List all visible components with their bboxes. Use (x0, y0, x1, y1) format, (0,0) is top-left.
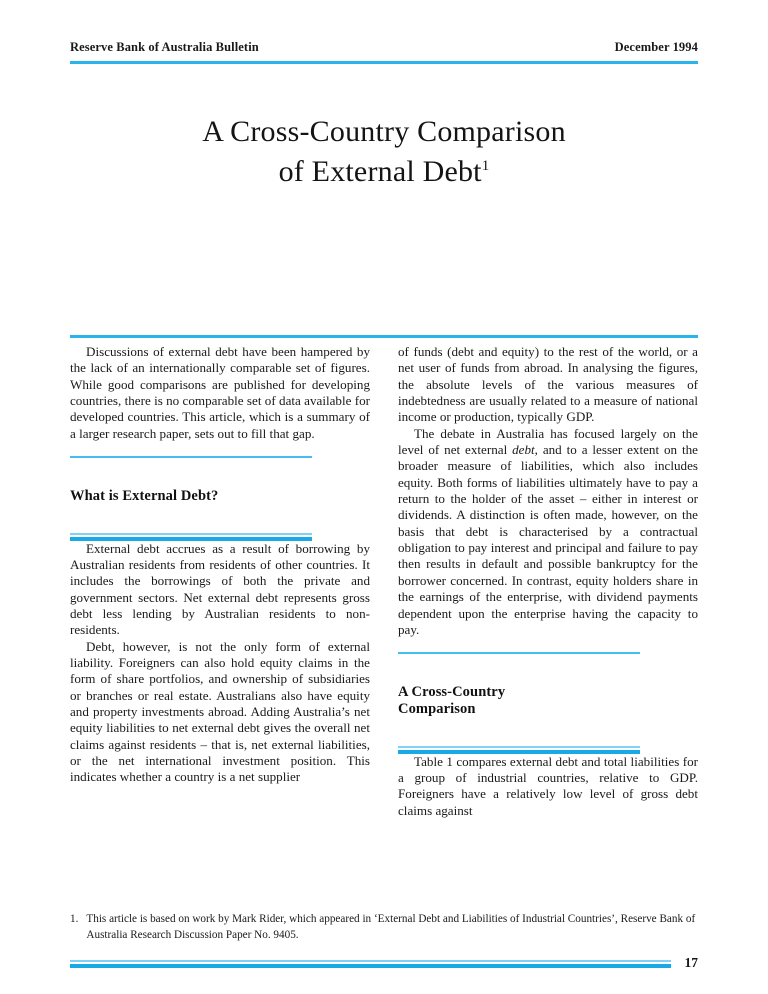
section-rule-below-thin (70, 533, 312, 535)
left-paragraph-1: External debt accrues as a result of borrowing by Australian residents from residents of other countries. It includes the borrowings of both the private and government sectors. Net external debt represents gross debt less lending by Australian residents to non-residents. (70, 540, 370, 638)
section-a-cross-country-comparison (398, 652, 698, 754)
right-paragraph-table-intro: Table 1 compares external debt and total liabilities for a group of industrial countries, relative to GDP. Foreigners have a relatively low level of gross debt claims against (398, 753, 698, 818)
section-heading-2-line-1: A Cross-Country (398, 684, 506, 701)
footnote (70, 912, 698, 943)
page-title-line-2-text: of External Debt (278, 154, 482, 188)
right-paragraph-debate-rest: , and to a lesser extent on the broader measure of liabilities, which also includes equity. Both forms of liabilities ultimately have to pay a return to the holder of the asset – either in interest or dividends. A distinction is often made, however, on the basis that debt is characterised by a contractual obligation to pay interest and principal and failure to pay then results in default and possible bankruptcy for the borrower concerned. In contrast, equity holders share in the earnings of the enterprise, with dividend payments dependent upon the enterprise having the capacity to pay. (398, 442, 698, 637)
page-title-line-2 (70, 152, 698, 192)
page-footer (70, 956, 698, 972)
header-rule (70, 61, 698, 64)
section-rule-below-2-thin (398, 746, 640, 748)
emphasis-debt: debt (512, 442, 535, 458)
right-column (398, 344, 698, 896)
section-rule-below-2 (398, 746, 640, 754)
right-paragraph-continued: of funds (debt and equity) to the rest of the world, or a net user of funds from abroad. In analysing the figures, the absolute levels of the various measures of indebtedness are usually related to a measure of national income or production, typically GDP. (398, 344, 698, 425)
running-head (70, 40, 698, 55)
footnote-number: 1. (70, 913, 79, 925)
section-rule-above (70, 456, 312, 458)
footer-rule (70, 960, 671, 968)
footer-rule-thick (70, 964, 671, 968)
left-paragraph-2: Debt, however, is not the only form of external liability. Foreigners can also hold equity claims in the form of share portfolios, and ownership of subsidiaries or branches or real estate. Australians also have equity and property investments abroad. Adding Australia’s net equity liabilities to net external debt gives the overall net claims against residents – that is, net external liabilities, or the net international investment position. This indicates whether a country is a net supplier (70, 638, 370, 785)
page-title-line-1: A Cross-Country Comparison (202, 115, 566, 148)
page-title (70, 112, 698, 191)
section-heading-2-line-2: Comparison (398, 701, 476, 718)
section-heading-a-cross-country-comparison (398, 684, 698, 718)
footer-rule-thin (70, 960, 671, 962)
left-column (70, 344, 370, 896)
intro-paragraph: Discussions of external debt have been hampered by the lack of an internationally comparable set of figures. While good comparisons are published for developing countries, there is no comparable set of data available for developed countries. This article, which is a summary of a larger research paper, sets out to fill that gap. (70, 344, 370, 441)
footnote-text: This article is based on work by Mark Rider, which appeared in ‘External Debt and Liabilities of Industrial Countries’, Reserve Bank of Australia Research Discussion Paper No. 9405. (86, 913, 696, 941)
body-top-rule (70, 335, 698, 338)
title-footnote-marker: 1 (481, 157, 490, 174)
section-rule-above-2 (398, 652, 640, 654)
page-number: 17 (684, 955, 698, 970)
section-heading-what-is-external-debt: What is External Debt? (70, 488, 219, 505)
section-what-is-external-debt (70, 456, 370, 541)
running-head-publication: Reserve Bank of Australia Bulletin (70, 40, 259, 54)
section-rule-below (70, 533, 312, 541)
body-columns (70, 344, 698, 896)
running-head-date: December 1994 (614, 40, 698, 54)
right-paragraph-debate (398, 426, 698, 638)
right-paragraph-debate-lead: The debate in Australia has focused largely on the level of net external (398, 425, 698, 458)
